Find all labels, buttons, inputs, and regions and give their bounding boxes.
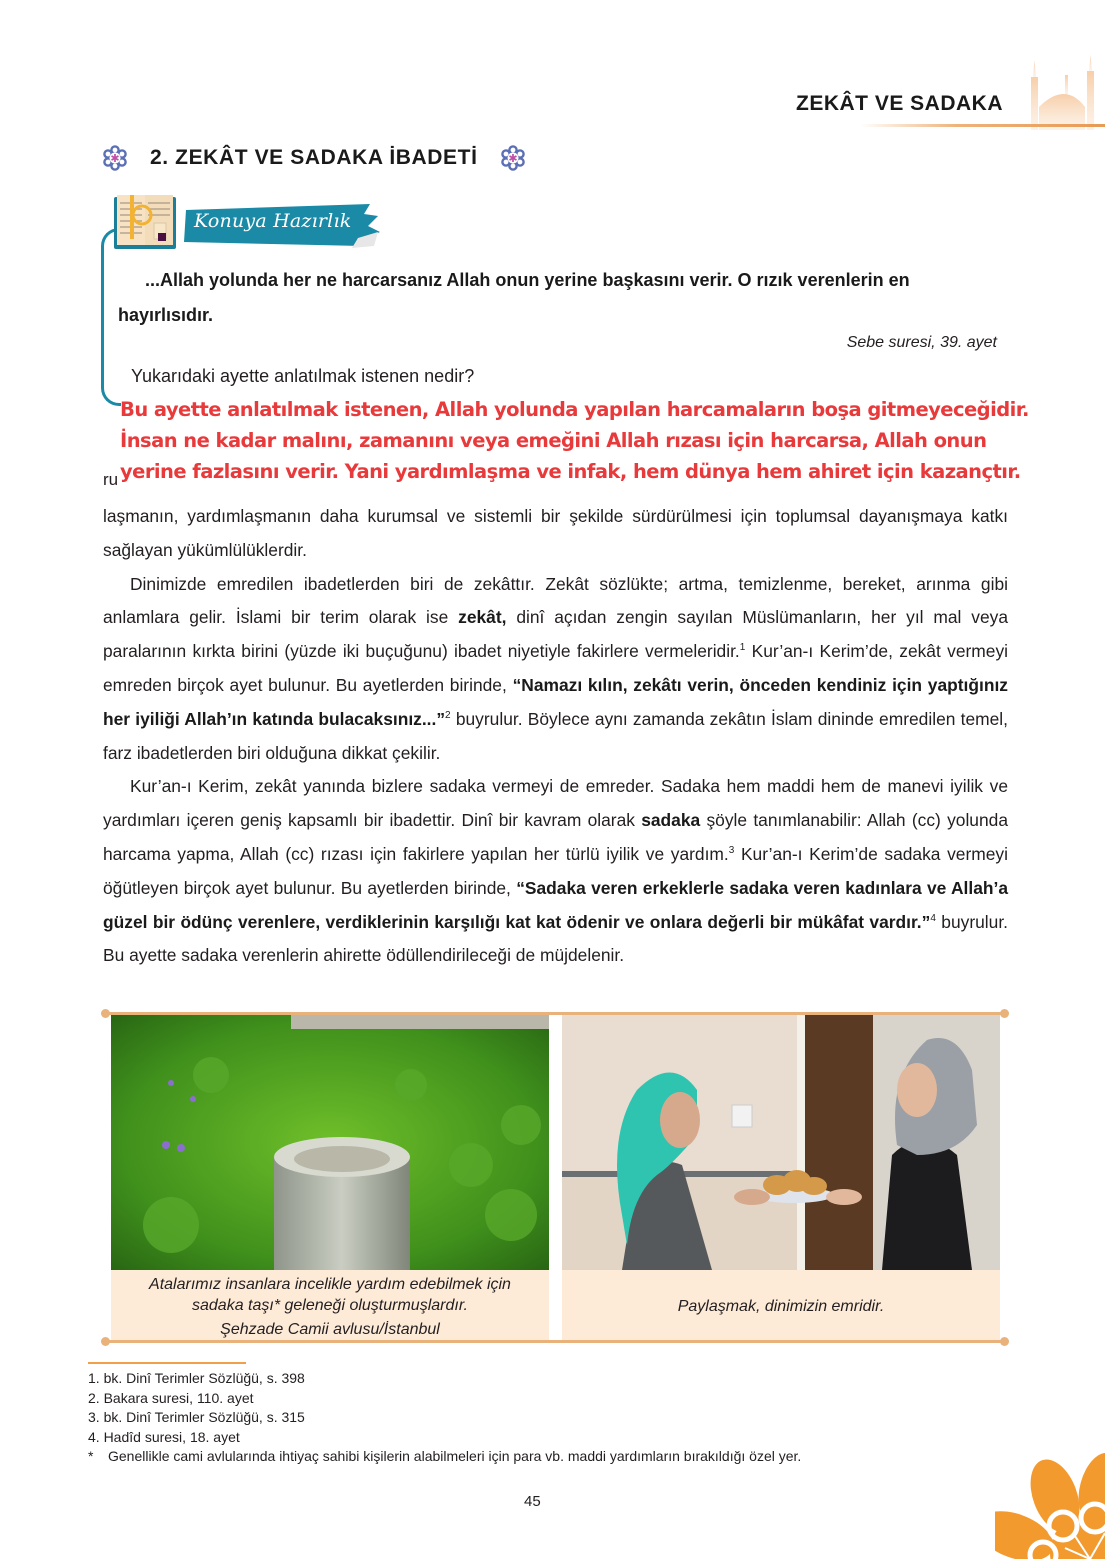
text-span: şöyle tanımlanabilir: Allah (cc) yolunda harcama yapma, Allah (cc) rızası için fakirlere yapılan her türlü iyilik ve yardım. xyxy=(103,810,1008,864)
preparation-banner-label: Konuya Hazırlık xyxy=(194,210,352,232)
text-span: Kur’an-ı Kerim, zekât yanında bizlere sadaka vermeyi de emreder. Sadaka hem maddi hem de manevi iyilik ve yardımları içeren geniş kapsamlı bir ibadettir. Dinî bir kavram olarak xyxy=(103,776,1008,831)
footnote-divider xyxy=(88,1362,246,1364)
open-book-magnifier-icon xyxy=(112,193,178,253)
sadaka-stone-in-garden-photo xyxy=(111,1015,549,1270)
rosette-icon xyxy=(500,145,526,171)
quoted-verse-bakara: “Namazı kılın, zekâtı verin, önceden kendiniz için yaptığınız her iyiliği Allah’ın katında bulacaksınız...” xyxy=(103,674,1008,729)
text-span: Dinimizde emredilen ibadetlerden biri de zekâttır. Zekât sözlükte; artma, temizlenme, bereket, arınma gibi anlamlara gelir. İslami bir terim olarak ise xyxy=(103,573,1008,628)
women-sharing-food-photo xyxy=(562,1015,1000,1270)
photo-caption xyxy=(111,1274,549,1340)
footnote-star-marker: * xyxy=(88,1448,94,1465)
text-span: Kur’an-ı Kerim’de, zekât vermeyi emreden birçok ayet bulunur. Bu ayetlerden birinde, xyxy=(103,641,1009,695)
body-text xyxy=(103,500,1008,973)
text-span: buyrulur. Bu ayette sadaka verenlerin ahirette ödüllendirileceği de müjdelenir. xyxy=(103,911,1008,966)
svg-text:✱: ✱ xyxy=(507,152,518,165)
rosette-icon xyxy=(102,145,128,171)
answer-line: yerine fazlasını verir. Yani yardımlaşma ve infak, hem dünya hem ahiret için kazançtır. xyxy=(120,460,1021,483)
term-zekat: zekât, xyxy=(458,607,507,628)
section-heading xyxy=(102,143,526,173)
mosque-silhouette-icon xyxy=(1025,55,1105,130)
preparation-question: Yukarıdaki ayette anlatılmak istenen nedir? xyxy=(131,366,475,386)
caption-location: Şehzade Camii avlusu/İstanbul xyxy=(220,1321,440,1338)
photo-card-sharing xyxy=(562,1015,1000,1340)
footnote-ref-3[interactable]: 3 xyxy=(728,845,735,857)
footnote-4: 4. Hadîd suresi, 18. ayet xyxy=(88,1428,240,1445)
verse-reference: Sebe suresi, 39. ayet xyxy=(846,334,997,351)
paragraph-zekat xyxy=(103,568,1008,771)
header-divider xyxy=(860,124,1105,127)
footnote-3: 3. bk. Dinî Terimler Sözlüğü, s. 315 xyxy=(88,1409,305,1426)
paragraph: laşmanın, yardımlaşmanın daha kurumsal ve sistemli bir şekilde sürdürülmesi için toplumsal dayanışmaya katkı sağlayan yükümlülüklerdir. xyxy=(103,506,1008,560)
paragraph-sadaka xyxy=(103,770,1008,973)
footnote-ref-4[interactable]: 4 xyxy=(930,912,936,924)
quoted-verse-hadid: “Sadaka veren erkeklerle sadaka veren kadınlara ve Allah’a güzel bir ödünç verenlere, verdiklerinin karşılığı kat kat ödenir ve onlara değerli bir mükâfat vardır.” xyxy=(103,877,1008,932)
answer-line: Bu ayette anlatılmak istenen, Allah yolunda yapılan harcamaların boşa gitmeyeceğidir. xyxy=(120,398,1029,421)
handwritten-answer xyxy=(120,394,1050,487)
footnote-2: 2. Bakara suresi, 110. ayet xyxy=(88,1389,254,1406)
section-title: 2. ZEKÂT VE SADAKA İBADETİ xyxy=(150,146,478,169)
page-number: 45 xyxy=(524,1493,541,1510)
corner-flower-ornament-icon xyxy=(995,1448,1105,1559)
text-span: Kur’an-ı Kerim’de sadaka vermeyi öğütleyen birçok ayet bulunur. Bu ayetlerden birinde, xyxy=(103,843,1008,898)
photo-card-sadaka-stone xyxy=(111,1015,549,1340)
footnote-ref-1[interactable]: 1 xyxy=(739,642,746,654)
photo-frame-bottom-rule xyxy=(105,1340,1005,1343)
svg-text:✱: ✱ xyxy=(110,152,120,165)
chapter-title: ZEKÂT VE SADAKA xyxy=(796,92,1004,115)
caption-line: Atalarımız insanlara incelikle yardım edebilmek için xyxy=(149,1276,511,1293)
footnote-ref-2[interactable]: 2 xyxy=(445,709,451,721)
footnote-1: 1. bk. Dinî Terimler Sözlüğü, s. 398 xyxy=(88,1370,305,1386)
text-span: dinî açıdan zengin sayılan Müslümanların, her yıl mal veya paralarının kırkta birini (yüzde iki buçuğunu) ibadet niyetiyle fakirlere vermeleridir. xyxy=(103,607,1008,662)
footnote-star-text: Genellikle cami avlularında ihtiyaç sahibi kişilerin alabilmeleri için para vb. maddi yardımların bırakıldığı özel yer. xyxy=(108,1448,802,1465)
verse-quote: ...Allah yolunda her ne harcarsanız Allah onun yerine başkasını verir. O rızık verenlerin en hayırlısıdır. xyxy=(118,270,910,325)
footnotes xyxy=(88,1369,801,1467)
term-sadaka: sadaka xyxy=(641,810,701,831)
photo-caption: Paylaşmak, dinimizin emridir. xyxy=(677,1298,885,1315)
text-span: buyrulur. Böylece aynı zamanda zekâtın İslam dininde emredilen temel, farz ibadetlerden biri olduğuna dikkat çekilir. xyxy=(103,708,1008,763)
answer-line: İnsan ne kadar malını, zamanını veya emeğini Allah rızası için harcarsa, Allah onun xyxy=(120,429,987,452)
occluded-text-fragment: ru xyxy=(103,470,119,489)
caption-line: sadaka taşı* geleneği oluşturmuşlardır. xyxy=(192,1297,468,1314)
footnote-star xyxy=(88,1447,801,1467)
